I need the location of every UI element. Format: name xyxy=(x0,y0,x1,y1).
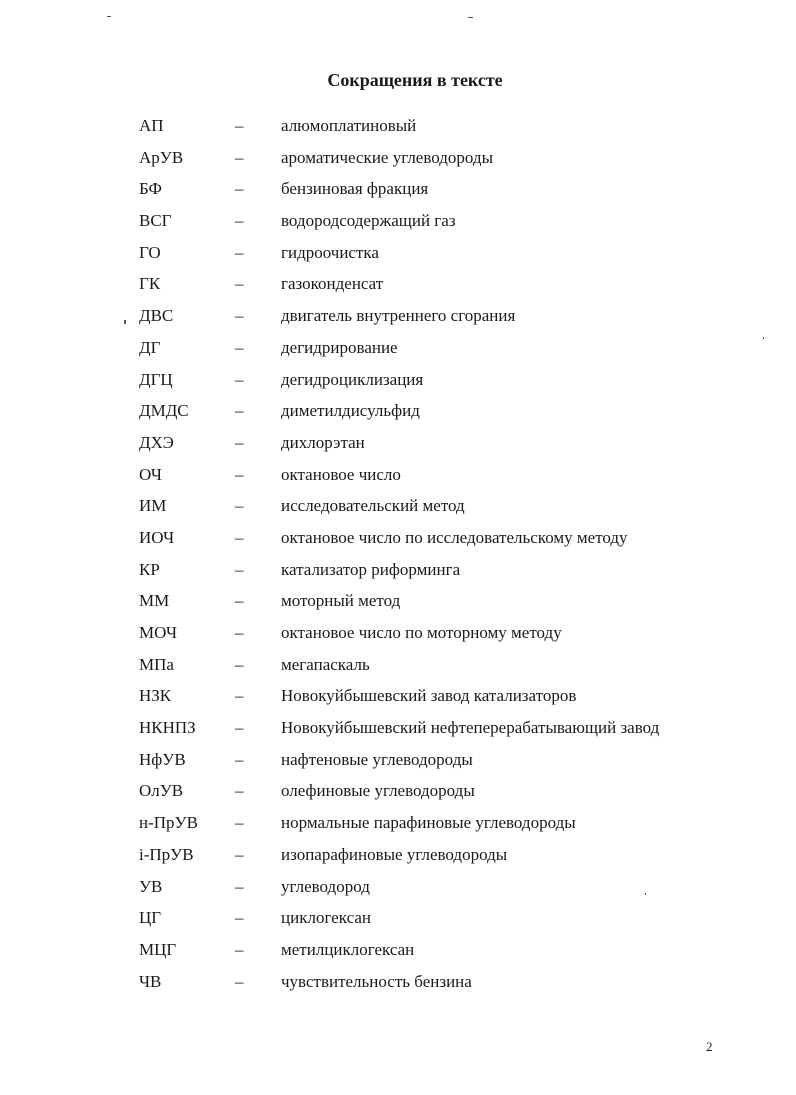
abbreviation-row xyxy=(0,902,796,934)
abbreviation-row xyxy=(0,459,796,491)
abbreviation-row xyxy=(0,807,796,839)
dash-separator: – xyxy=(235,242,244,262)
abbreviation-definition: Новокуйбышевский нефтеперерабатывающий завод xyxy=(281,718,660,738)
abbreviation-term: ОлУВ xyxy=(139,781,184,801)
abbreviation-row xyxy=(0,585,796,617)
abbreviation-definition: мегапаскаль xyxy=(281,654,370,674)
abbreviation-row xyxy=(0,871,796,903)
abbreviation-definition: двигатель внутреннего сгорания xyxy=(281,306,516,326)
abbreviation-term: ИМ xyxy=(139,496,167,516)
abbreviation-row xyxy=(0,142,796,174)
abbreviation-definition: октановое число по моторному методу xyxy=(281,623,562,642)
abbreviation-term: УВ xyxy=(139,876,163,896)
dash-separator: – xyxy=(235,908,244,928)
scan-speck xyxy=(468,17,473,18)
abbreviation-definition: октановое число по исследовательскому методу xyxy=(281,527,628,547)
abbreviation-term: БФ xyxy=(139,179,162,199)
abbreviation-definition: октановое число xyxy=(281,464,401,484)
abbreviation-row xyxy=(0,427,796,459)
dash-separator: – xyxy=(235,306,244,326)
abbreviation-term: ЧВ xyxy=(139,971,162,991)
abbreviation-definition: чувствительность бензина xyxy=(281,971,472,991)
abbreviation-term: КР xyxy=(139,559,160,579)
dash-separator: – xyxy=(235,337,244,357)
abbreviation-row xyxy=(0,649,796,681)
dash-separator: – xyxy=(235,559,244,579)
abbreviation-term: МЦГ xyxy=(139,939,177,959)
abbreviation-definition: нафтеновые углеводороды xyxy=(281,749,473,769)
dash-separator: – xyxy=(235,718,244,738)
abbreviation-term: ОЧ xyxy=(139,464,162,484)
abbreviation-row xyxy=(0,775,796,807)
abbreviation-row xyxy=(0,680,796,712)
abbreviation-row xyxy=(0,490,796,522)
abbreviation-definition: олефиновые углеводороды xyxy=(281,781,475,801)
abbreviation-row xyxy=(0,110,796,142)
abbreviation-term: АП xyxy=(139,116,164,135)
abbreviation-row xyxy=(0,364,796,396)
abbreviation-term: ГК xyxy=(139,274,161,294)
page-number: 2 xyxy=(706,1039,713,1054)
abbreviation-row xyxy=(0,395,796,427)
abbreviation-row xyxy=(0,839,796,871)
abbreviation-definition: нормальные парафиновые углеводороды xyxy=(281,813,576,833)
dash-separator: – xyxy=(235,591,244,611)
abbreviation-term: ДГ xyxy=(139,337,161,357)
abbreviation-definition: диметилдисульфид xyxy=(281,401,420,421)
abbreviation-definition: водородсодержащий газ xyxy=(281,211,456,231)
abbreviation-definition: метилциклогексан xyxy=(281,939,415,959)
dash-separator: – xyxy=(235,654,244,674)
abbreviation-row xyxy=(0,617,796,649)
abbreviation-row xyxy=(0,522,796,554)
dash-separator: – xyxy=(235,274,244,294)
dash-separator: – xyxy=(235,496,244,516)
abbreviation-row xyxy=(0,966,796,998)
abbreviation-definition: бензиновая фракция xyxy=(281,179,429,199)
dash-separator: – xyxy=(235,401,244,421)
abbreviation-term: ММ xyxy=(139,591,170,611)
abbreviation-definition: ароматические углеводороды xyxy=(281,147,494,167)
dash-separator: – xyxy=(235,623,244,642)
dash-separator: – xyxy=(235,527,244,547)
dash-separator: – xyxy=(235,813,244,833)
abbreviation-definition: катализатор риформинга xyxy=(281,559,461,579)
abbreviation-term: МПа xyxy=(139,654,174,674)
dash-separator: – xyxy=(235,939,244,959)
abbreviation-definition: исследовательский метод xyxy=(281,496,465,516)
abbreviation-term: АрУВ xyxy=(139,147,184,167)
abbreviation-term: НКНПЗ xyxy=(139,718,196,738)
abbreviation-term: ВСГ xyxy=(139,211,172,231)
dash-separator: – xyxy=(235,844,244,864)
abbreviation-definition: Новокуйбышевский завод катализаторов xyxy=(281,686,577,706)
abbreviation-row xyxy=(0,268,796,300)
abbreviation-definition: дегидрирование xyxy=(281,337,398,357)
abbreviation-term: ДВС xyxy=(139,306,174,326)
dash-separator: – xyxy=(235,686,244,706)
page-title: Сокращения в тексте xyxy=(327,70,503,90)
dash-separator: – xyxy=(235,211,244,231)
abbreviation-term: i-ПрУВ xyxy=(139,844,194,864)
dash-separator: – xyxy=(235,432,244,452)
abbreviation-definition: газоконденсат xyxy=(281,274,384,294)
dash-separator: – xyxy=(235,464,244,484)
abbreviation-row xyxy=(0,332,796,364)
abbreviation-definition: циклогексан xyxy=(281,908,371,928)
abbreviation-definition: дихлорэтан xyxy=(281,432,365,452)
dash-separator: – xyxy=(235,749,244,769)
dash-separator: – xyxy=(235,369,244,389)
abbreviation-row xyxy=(0,712,796,744)
abbreviation-term: н-ПрУВ xyxy=(139,813,198,833)
scan-speck xyxy=(107,16,111,17)
dash-separator: – xyxy=(235,179,244,199)
abbreviation-term: ДМДС xyxy=(139,401,189,421)
abbreviation-definition: дегидроциклизация xyxy=(281,369,424,389)
abbreviation-definition: углеводород xyxy=(281,876,370,896)
abbreviation-term: ДХЭ xyxy=(139,432,174,452)
abbreviation-row xyxy=(0,934,796,966)
abbreviation-list xyxy=(0,110,796,997)
abbreviation-definition: алюмоплатиновый xyxy=(281,116,417,135)
abbreviation-term: НфУВ xyxy=(139,749,186,769)
abbreviation-row xyxy=(0,300,796,332)
abbreviation-definition: изопарафиновые углеводороды xyxy=(281,844,508,864)
abbreviation-row xyxy=(0,205,796,237)
abbreviation-term: НЗК xyxy=(139,686,172,706)
abbreviation-term: ГО xyxy=(139,242,161,262)
dash-separator: – xyxy=(235,971,244,991)
dash-separator: – xyxy=(235,147,244,167)
abbreviation-term: ДГЦ xyxy=(139,369,173,389)
abbreviation-definition: моторный метод xyxy=(281,591,401,611)
abbreviation-row xyxy=(0,744,796,776)
dash-separator: – xyxy=(235,116,244,135)
abbreviation-definition: гидроочистка xyxy=(281,242,379,262)
abbreviation-row xyxy=(0,237,796,269)
dash-separator: – xyxy=(235,781,244,801)
abbreviation-term: ЦГ xyxy=(139,908,162,928)
abbreviation-row xyxy=(0,173,796,205)
abbreviation-row xyxy=(0,554,796,586)
dash-separator: – xyxy=(235,876,244,896)
abbreviation-term: МОЧ xyxy=(139,623,178,642)
abbreviation-term: ИОЧ xyxy=(139,527,175,547)
